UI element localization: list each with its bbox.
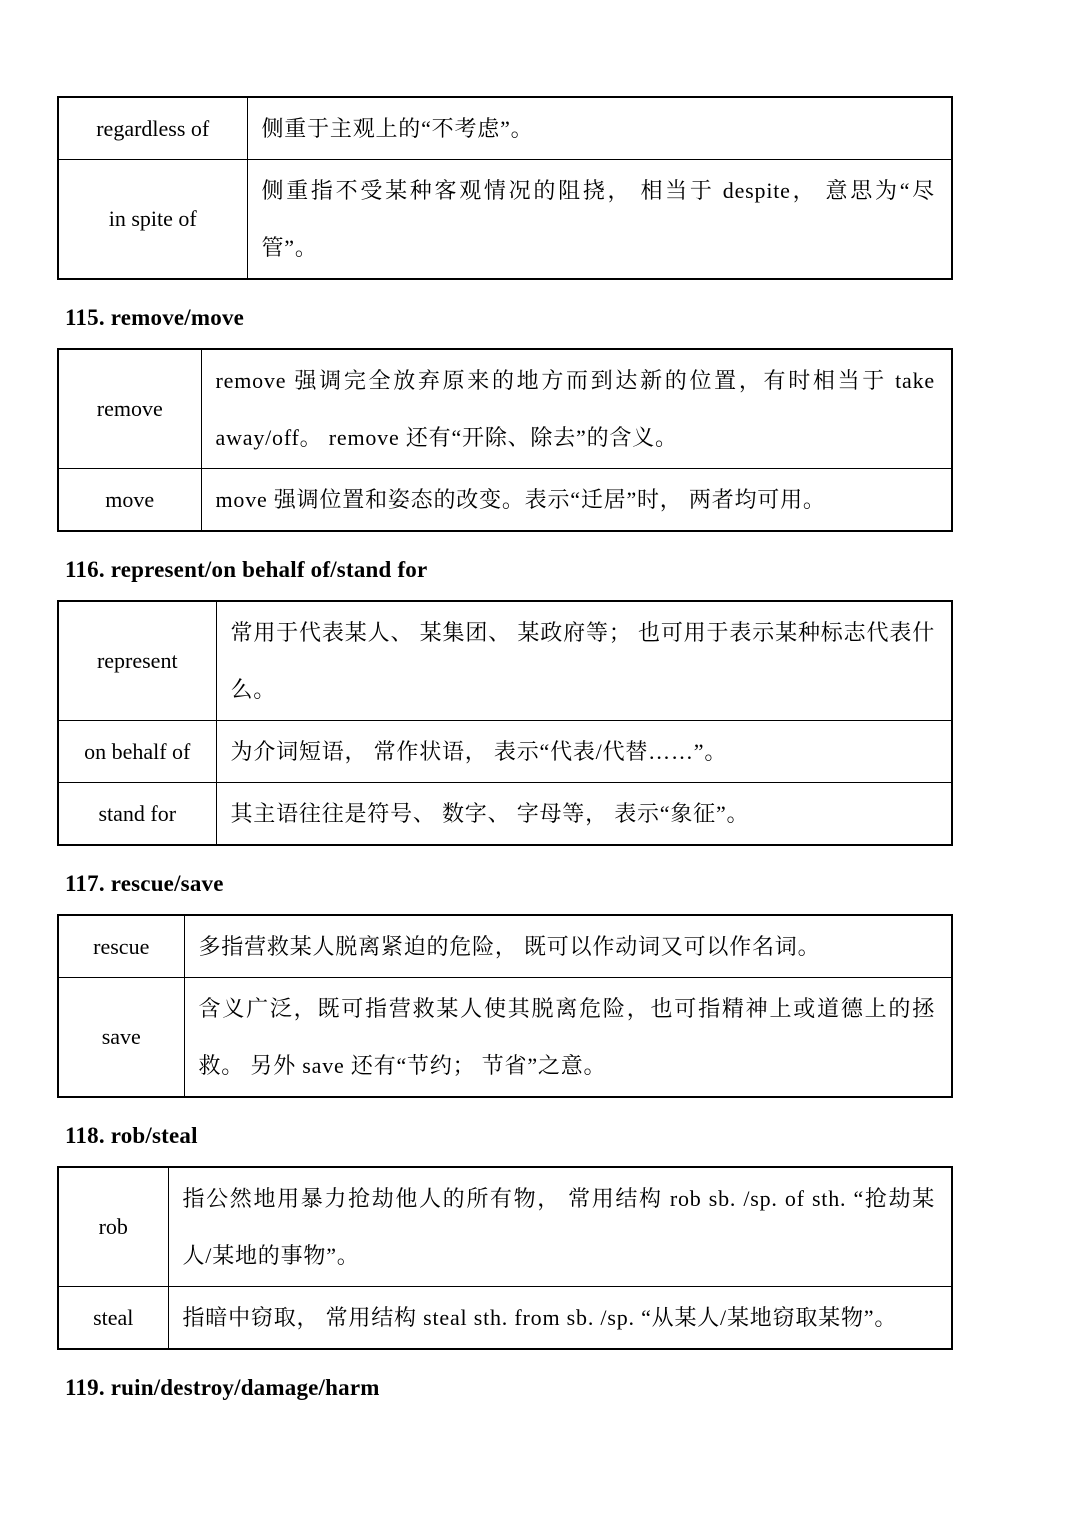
section-heading: 119. ruin/destroy/damage/harm: [65, 1375, 380, 1400]
section-heading: 116. represent/on behalf of/stand for: [65, 557, 428, 582]
section-heading: 117. rescue/save: [65, 871, 224, 896]
definition-cell: 常用于代表某人、 某集团、 某政府等； 也可用于表示某种标志代表什么。: [216, 601, 952, 721]
term-cell: remove: [58, 349, 201, 469]
term-cell: steal: [58, 1287, 168, 1350]
table-row: [58, 160, 952, 280]
term-cell: rob: [58, 1167, 168, 1287]
table-row: [58, 915, 952, 978]
term-cell: in spite of: [58, 160, 247, 280]
definition-cell: remove 强调完全放弃原来的地方而到达新的位置，有时相当于 take away/off。 remove 还有“开除、除去”的含义。: [201, 349, 952, 469]
definition-cell: 多指营救某人脱离紧迫的危险， 既可以作动词又可以作名词。: [184, 915, 952, 978]
definition-cell: 侧重指不受某种客观情况的阻挠， 相当于 despite， 意思为“尽管”。: [247, 160, 952, 280]
section-heading: 118. rob/steal: [65, 1123, 198, 1148]
term-cell: on behalf of: [58, 721, 216, 783]
table-row: [58, 1287, 952, 1350]
comparison-table: [57, 348, 953, 532]
table-row: [58, 97, 952, 160]
definition-cell: 为介词短语， 常作状语， 表示“代表/代替……”。: [216, 721, 952, 783]
section-rescue-save: [57, 871, 953, 1098]
comparison-table: [57, 914, 953, 1098]
term-cell: regardless of: [58, 97, 247, 160]
definition-cell: 指暗中窃取， 常用结构 steal sth. from sb. /sp. “从某人/某地窃取某物”。: [168, 1287, 952, 1350]
definition-cell: move 强调位置和姿态的改变。表示“迁居”时， 两者均可用。: [201, 469, 952, 532]
section-rob-steal: [57, 1123, 953, 1350]
table-row: [58, 601, 952, 721]
term-cell: move: [58, 469, 201, 532]
section-ruin-destroy: [57, 1375, 953, 1401]
comparison-table: [57, 1166, 953, 1350]
term-cell: represent: [58, 601, 216, 721]
term-cell: stand for: [58, 783, 216, 846]
comparison-table: [57, 96, 953, 280]
table-row: [58, 783, 952, 846]
definition-cell: 其主语往往是符号、 数字、 字母等， 表示“象征”。: [216, 783, 952, 846]
term-cell: save: [58, 978, 184, 1098]
table-row: [58, 469, 952, 532]
table-row: [58, 1167, 952, 1287]
section-regardless-of: [57, 96, 953, 280]
table-row: [58, 349, 952, 469]
table-row: [58, 721, 952, 783]
definition-cell: 指公然地用暴力抢劫他人的所有物， 常用结构 rob sb. /sp. of sth. “抢劫某人/某地的事物”。: [168, 1167, 952, 1287]
table-row: [58, 978, 952, 1098]
section-remove-move: [57, 305, 953, 532]
comparison-table: [57, 600, 953, 846]
definition-cell: 含义广泛，既可指营救某人使其脱离危险，也可指精神上或道德上的拯救。 另外 save 还有“节约； 节省”之意。: [184, 978, 952, 1098]
section-represent: [57, 557, 953, 846]
section-heading: 115. remove/move: [65, 305, 245, 330]
definition-cell: 侧重于主观上的“不考虑”。: [247, 97, 952, 160]
term-cell: rescue: [58, 915, 184, 978]
